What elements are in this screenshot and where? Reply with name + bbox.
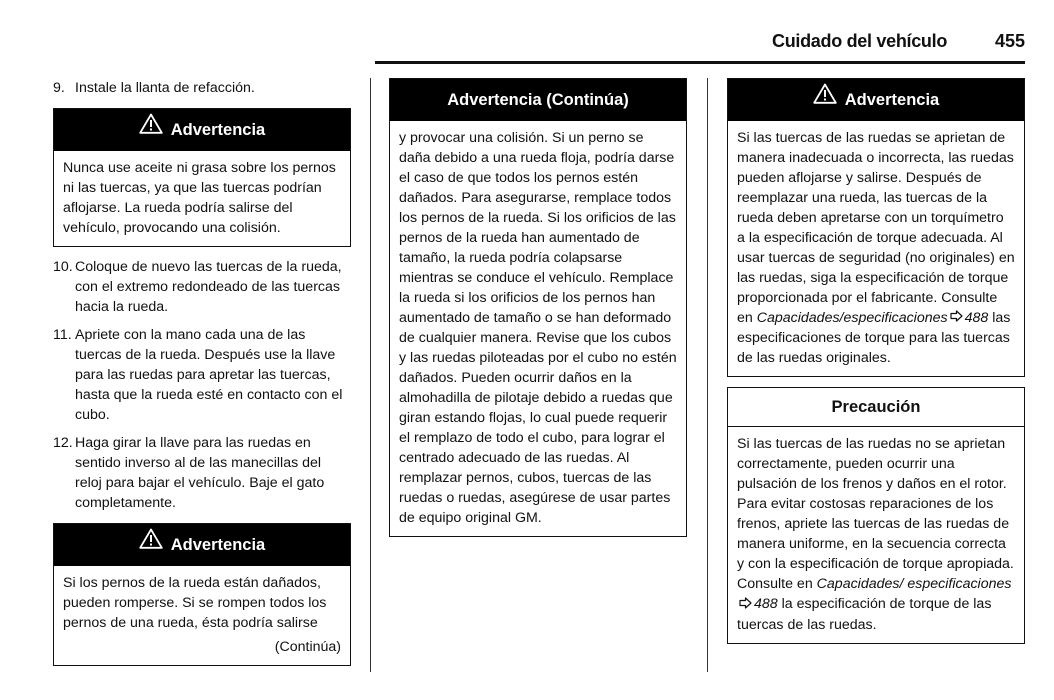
column-divider-right xyxy=(707,78,708,672)
caution-body xyxy=(728,427,1024,642)
warning-header xyxy=(54,109,350,151)
column-2 xyxy=(389,78,687,537)
caution-box xyxy=(727,387,1025,643)
warning-text-end: las especificaciones de torque para las tuercas de las ruedas originales. xyxy=(737,310,1011,367)
step-text: Instale la llanta de refacción. xyxy=(75,80,255,96)
warning-triangle-icon xyxy=(139,108,163,150)
column-1 xyxy=(53,78,351,666)
page-number: 455 xyxy=(995,31,1026,51)
warning-body: y provocar una colisión. Si un perno se daña debido a una rueda floja, podría darse el caso de que todos los pernos estén dañados. Para asegurarse, remplace todos los pernos de la rueda. Si los orificios de las pernos de la rueda han aumentado de tamaño, la rueda podría colapsarse mientras se conduce el vehículo. Remplace la rueda si los orificios de los pernos han aumentado de tamaño o se han deformado de cualquier manera. Revise que los cubos y las ruedas piloteadas por el cubo no estén dañados. Pueden ocurrir daños en la almohadilla de pilotaje debido a ruedas que giran estando flojas, lo cual puede requerir el remplazo de todo el cubo, para lograr el centrado adecuado de las ruedas. Al remplazar pernos, cubos, tuercas de las ruedas o ruedas, asegúrese de usar partes de equipo original GM. xyxy=(399,130,677,526)
cross-reference-link[interactable]: Capacidades/ especificaciones xyxy=(816,576,1012,593)
warning-triangle-icon xyxy=(813,78,837,120)
warning-triangle-icon xyxy=(139,523,163,565)
warning-title: Advertencia xyxy=(170,121,266,139)
warning-title: Advertencia xyxy=(170,536,266,554)
step-number: 9. xyxy=(53,80,65,96)
page-reference-arrow-icon xyxy=(739,595,752,615)
header-rule xyxy=(375,61,1025,64)
warning-body: Nunca use aceite ni grasa sobre los pernos ni las tuercas, ya que las tuercas podrían aflojarse. La rueda podría salirse del vehículo, provocando una colisión. xyxy=(63,160,336,236)
warning-box xyxy=(53,108,351,247)
warning-header xyxy=(54,524,350,566)
warning-header: Advertencia (Continúa) xyxy=(390,79,686,121)
caution-text-end: la especificación de torque de las tuercas de las ruedas. xyxy=(737,596,992,633)
cross-reference-link[interactable]: Capacidades/especificaciones xyxy=(756,310,948,326)
warning-box xyxy=(727,78,1025,377)
warning-title: Advertencia xyxy=(844,91,940,109)
warning-box xyxy=(53,523,351,666)
step-text: Haga girar la llave para las ruedas en sentido inverso al de las manecillas del reloj para bajar el vehículo. Baje el gato completamente. xyxy=(75,435,325,511)
page-reference-arrow-icon xyxy=(950,308,963,328)
step-number: 12. xyxy=(53,435,73,451)
step-number: 11. xyxy=(53,327,72,343)
page-reference[interactable]: 488 xyxy=(754,596,778,613)
caution-header: Precaución xyxy=(728,388,1024,427)
column-3 xyxy=(727,78,1025,644)
step-text: Coloque de nuevo las tuercas de la rueda, con el extremo redondeado de las tuercas hacia la rueda. xyxy=(75,259,342,315)
step-number: 10. xyxy=(53,259,73,275)
section-title: Cuidado del vehículo xyxy=(772,31,948,51)
column-divider-left xyxy=(370,78,371,672)
step-text: Apriete con la mano cada una de las tuercas de la rueda. Después use la llave para las ruedas para apretar las tuercas, hasta que la rueda esté en contacto con el cubo. xyxy=(75,327,343,423)
step-10 xyxy=(53,257,351,317)
warning-body xyxy=(728,121,1024,376)
warning-body xyxy=(54,566,350,665)
warning-text: Si los pernos de la rueda están dañados, pueden romperse. Si se rompen todos los pernos de una rueda, ésta podría salirse xyxy=(63,575,327,631)
warning-text: Si las tuercas de las ruedas se aprietan de manera inadecuada o incorrecta, las ruedas pueden aflojarse y salirse. Después de reemplazar una rueda, las tuercas de la rueda deben apretarse con un torquímetro a la especificación de torque adecuada. Al usar tuercas de seguridad (no originales) en las ruedas, siga la especificación de torque proporcionada por el fabricante. Consulte en xyxy=(737,130,1015,326)
continued-label: (Continúa) xyxy=(274,639,341,655)
step-12 xyxy=(53,433,351,513)
warning-continued-box xyxy=(389,78,687,537)
warning-header xyxy=(728,79,1024,121)
caution-text: Si las tuercas de las ruedas no se aprietan correctamente, pueden ocurrir una pulsación de los frenos y daños en el rotor. Para evitar costosas reparaciones de los frenos, apriete las tuercas de las ruedas de manera uniforme, en la secuencia correcta y con la especificación de torque apropiada. Consulte en xyxy=(737,436,1014,593)
page-reference[interactable]: 488 xyxy=(964,310,989,326)
step-11 xyxy=(53,325,351,425)
step-9 xyxy=(53,78,351,98)
